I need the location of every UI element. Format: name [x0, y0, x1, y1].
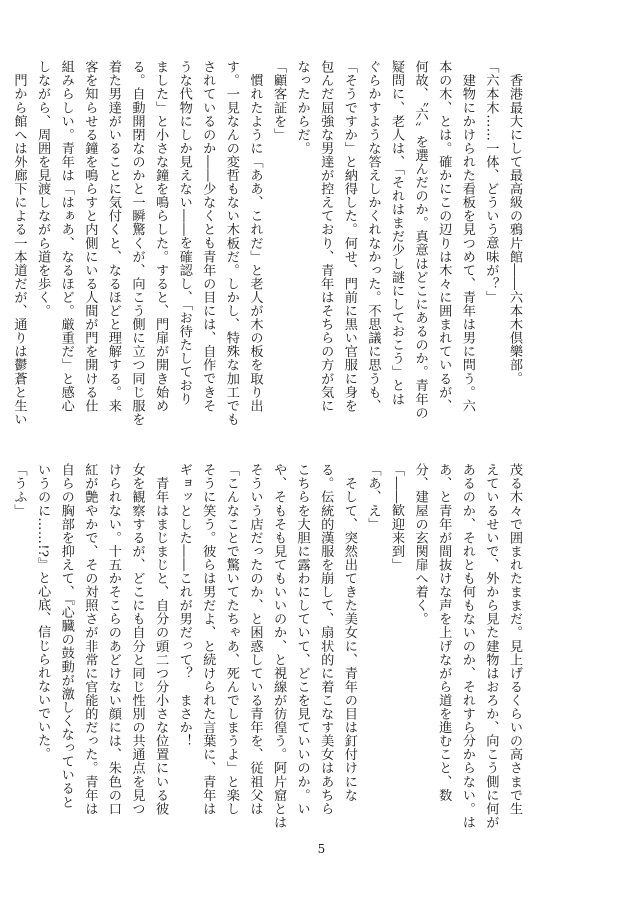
text-line: うな代物にしか見えない――を確認し、「お待たしており	[176, 60, 192, 406]
text-line: そうに笑う。彼らは男だよ、と続けられた言葉に、青年は	[200, 463, 216, 816]
text-line: 女を観察するが、どこにも自分と同じ性別の共通点を見つ	[129, 463, 145, 816]
page-number: 5	[317, 842, 326, 856]
text-line: 茂る木々で囲まれたままだ。見上げるくらいの高さまで生	[507, 463, 522, 816]
text-line: されているのか――少なくとも青年の目には、自作できそ	[200, 60, 216, 413]
text-line: あるのか、それとも何もないのか、それすら分からない。は	[459, 463, 475, 829]
text-line: 「そうですか」と納得した。何せ、門前に黒い官服に身を	[341, 60, 357, 413]
text-line: 「六本木……一体、どういう意味が？」	[483, 60, 499, 304]
text-line: けられない。十五かそこらのあどけない顔には、朱色の口	[105, 463, 121, 816]
text-line: る。自動開閉なのかと一瞬驚くが、向こう側に立つ同じ服を	[129, 60, 145, 426]
text-line: いうのに……!?』と心底、信じられないでいた。	[35, 463, 51, 761]
text-line: 本の木、とは。確かにこの辺りは木々に囲まれているが、	[436, 60, 452, 413]
lower-text-block	[11, 463, 526, 829]
text-line: えているせいで、外から見た建物はおろか、向こう側に何が	[483, 463, 499, 829]
text-line: 「――歓迎来到」	[389, 463, 405, 572]
text-line: 包んだ屈強な男達が控えており、青年はそちらの方が気に	[318, 60, 334, 413]
text-line: 自らの胸部を抑えて、『心臓の鼓動が激しくなっていると	[58, 463, 74, 809]
text-line: ました」と小さな鐘を鳴らした。すると、門扉が開き始め	[153, 60, 169, 413]
text-line: 紅が艶やかで、その対照さが非常に官能的だった。青年は	[82, 463, 98, 816]
upper-text-block	[11, 60, 526, 426]
text-line: そういう店だったのか、と困惑している青年を、従祖父は	[247, 463, 263, 816]
text-line: しながら、周囲を見渡しながら道を歩く。	[35, 60, 51, 318]
text-line: 「うふ」	[11, 463, 27, 518]
text-line: 慣れたように「ああ、これだ」と老人が木の板を取り出	[247, 60, 263, 413]
text-line: 青年はまじまじと、自分の頭二つ分小さな位置にいる彼	[153, 463, 169, 816]
text-line: 着た男達がいることに気付くと、なるほどと理解する。来	[105, 60, 121, 413]
text-line: あ、と青年が間抜けな声を上げながら道を進むこと、数	[436, 463, 452, 802]
text-line: 疑問に、老人は、「それはまだ少し謎にしておこう」とは	[389, 60, 405, 406]
text-line: 香港最大にして最高級の鴉片館――六本木倶樂部。	[507, 60, 522, 386]
text-line: 建物にかけられた看板を見つめて、青年は男に問う。六	[459, 60, 475, 413]
text-line: なったからだ。	[294, 60, 310, 155]
text-line: ぐらかすような答えしかくれなかった。不思議に思うも、	[365, 60, 381, 413]
text-line: る。伝統的漢服を崩して、扇状的に着こなす美女はあちら	[318, 463, 334, 816]
text-line: 「あ、え」	[365, 463, 381, 531]
text-line: 組みらしい。青年は「はぁあ、なるほど。厳重だ」と感心	[58, 60, 74, 413]
text-line: 客を知らせる鐘を鳴らすと内側にいる人間が門を開ける仕	[82, 60, 98, 413]
text-line: こちらを大胆に露わにしていて、どこを見ていいのか。い	[294, 463, 310, 816]
text-line: や、そもそも見てもいいのか、と視線が彷徨う。阿片窟とは	[271, 463, 287, 829]
text-line: す。一見なんの変哲もない木板だ。しかし、特殊な加工でも	[223, 60, 239, 426]
text-line: 何故、〝六〟を選んだのか。真意はどこにあるのか。青年の	[412, 60, 428, 420]
text-line: 「こんなことで驚いてたちゃあ、死んでしまうよ」と楽し	[223, 463, 239, 816]
text-line: 「顧客証を」	[271, 60, 287, 142]
text-line: ギョッとした――これが男だって？ まさか！	[176, 463, 192, 748]
text-line: 分、建屋の玄関扉へ着く。	[412, 463, 428, 626]
text-line: そして、突然出てきた美女に、青年の目は釘付けにな	[341, 463, 357, 802]
text-line: 門から館へは外廊下による一本道だが、通りは鬱蒼と生い	[11, 60, 27, 426]
